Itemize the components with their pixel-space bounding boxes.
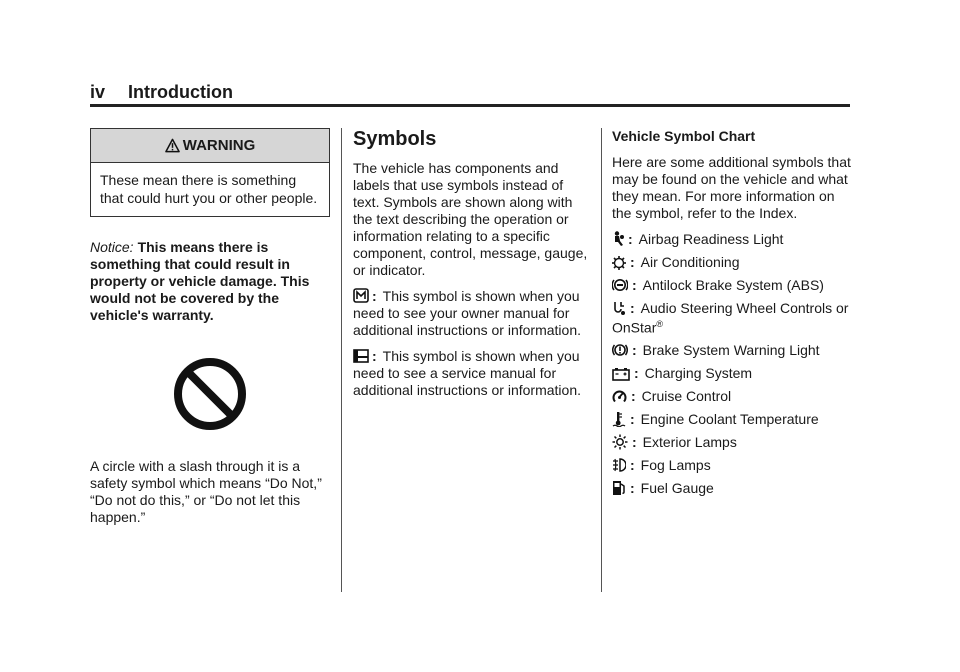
symbol-row: : Charging System bbox=[612, 365, 852, 381]
steering-controls-icon bbox=[612, 300, 626, 316]
symbol-row: : Airbag Readiness Light bbox=[612, 231, 852, 247]
header-rule bbox=[90, 104, 850, 107]
symbol-chart-title: Vehicle Symbol Chart bbox=[612, 128, 756, 144]
service-manual-icon bbox=[353, 349, 369, 363]
column-left bbox=[90, 128, 330, 526]
fuel-pump-icon bbox=[612, 480, 626, 496]
circle-slash-icon bbox=[172, 356, 248, 432]
owner-manual-paragraph: : This symbol is shown when you need to see your owner manual for additional instructions or information. bbox=[353, 288, 582, 338]
airbag-icon bbox=[612, 231, 624, 247]
symbols-intro: The vehicle has components and labels that use symbols instead of text. Symbols are shown along with the text describing the operation or information relating to a specific component, control, message, gauge, or indicator. bbox=[353, 160, 588, 278]
symbol-row: : Brake System Warning Light bbox=[612, 342, 852, 358]
warning-box bbox=[90, 128, 330, 217]
warning-triangle-icon bbox=[165, 138, 180, 153]
air-conditioning-icon bbox=[612, 256, 626, 270]
symbol-row: : Audio Steering Wheel Controls or OnStar® bbox=[612, 299, 849, 336]
owner-manual-icon bbox=[353, 288, 369, 303]
symbol-row: : Engine Coolant Temperature bbox=[612, 411, 852, 427]
symbol-row: : Exterior Lamps bbox=[612, 434, 852, 450]
service-manual-text: This symbol is shown when you need to see a service manual for additional instructions or information. bbox=[353, 348, 582, 398]
symbol-row: : Cruise Control bbox=[612, 388, 852, 404]
warning-text: These mean there is something that could hurt you or other people. bbox=[100, 172, 318, 206]
cruise-control-icon bbox=[612, 389, 627, 404]
column-middle bbox=[353, 128, 589, 408]
circle-slash-text: A circle with a slash through it is a safety symbol which means “Do Not,” “Do not do this,” or “Do not let this happen.” bbox=[90, 458, 322, 525]
symbol-row: : Antilock Brake System (ABS) bbox=[612, 277, 852, 293]
warning-header bbox=[91, 129, 329, 163]
brake-warning-icon bbox=[612, 342, 628, 358]
symbol-row: : Fog Lamps bbox=[612, 457, 852, 473]
symbol-row: : Fuel Gauge bbox=[612, 480, 852, 496]
notice-paragraph bbox=[90, 239, 330, 324]
symbol-chart-intro: Here are some additional symbols that may be found on the vehicle and what they mean. For more information on the symbol, refer to the Index. bbox=[612, 153, 851, 221]
exterior-lamps-icon bbox=[612, 434, 628, 450]
section-title: Introduction bbox=[128, 82, 233, 102]
coolant-temperature-icon bbox=[612, 411, 626, 427]
service-manual-paragraph: : This symbol is shown when you need to see a service manual for additional instructions or information. bbox=[353, 348, 582, 398]
symbols-heading: Symbols bbox=[353, 128, 437, 150]
column-right bbox=[612, 128, 852, 503]
battery-icon bbox=[612, 367, 630, 381]
abs-icon bbox=[612, 277, 628, 293]
column-divider bbox=[601, 128, 602, 592]
page-number: iv bbox=[90, 82, 106, 102]
owner-manual-text: This symbol is shown when you need to see your owner manual for additional instructions or information. bbox=[353, 288, 582, 338]
page-header bbox=[90, 82, 850, 106]
symbol-row: : Air Conditioning bbox=[612, 254, 852, 270]
notice-text: This means there is something that could result in property or vehicle damage. This would not be covered by the vehicle's warranty. bbox=[90, 239, 310, 323]
fog-lamps-icon bbox=[612, 457, 626, 473]
warning-label: WARNING bbox=[182, 137, 256, 154]
column-divider bbox=[341, 128, 342, 592]
notice-label: Notice: bbox=[90, 239, 134, 255]
